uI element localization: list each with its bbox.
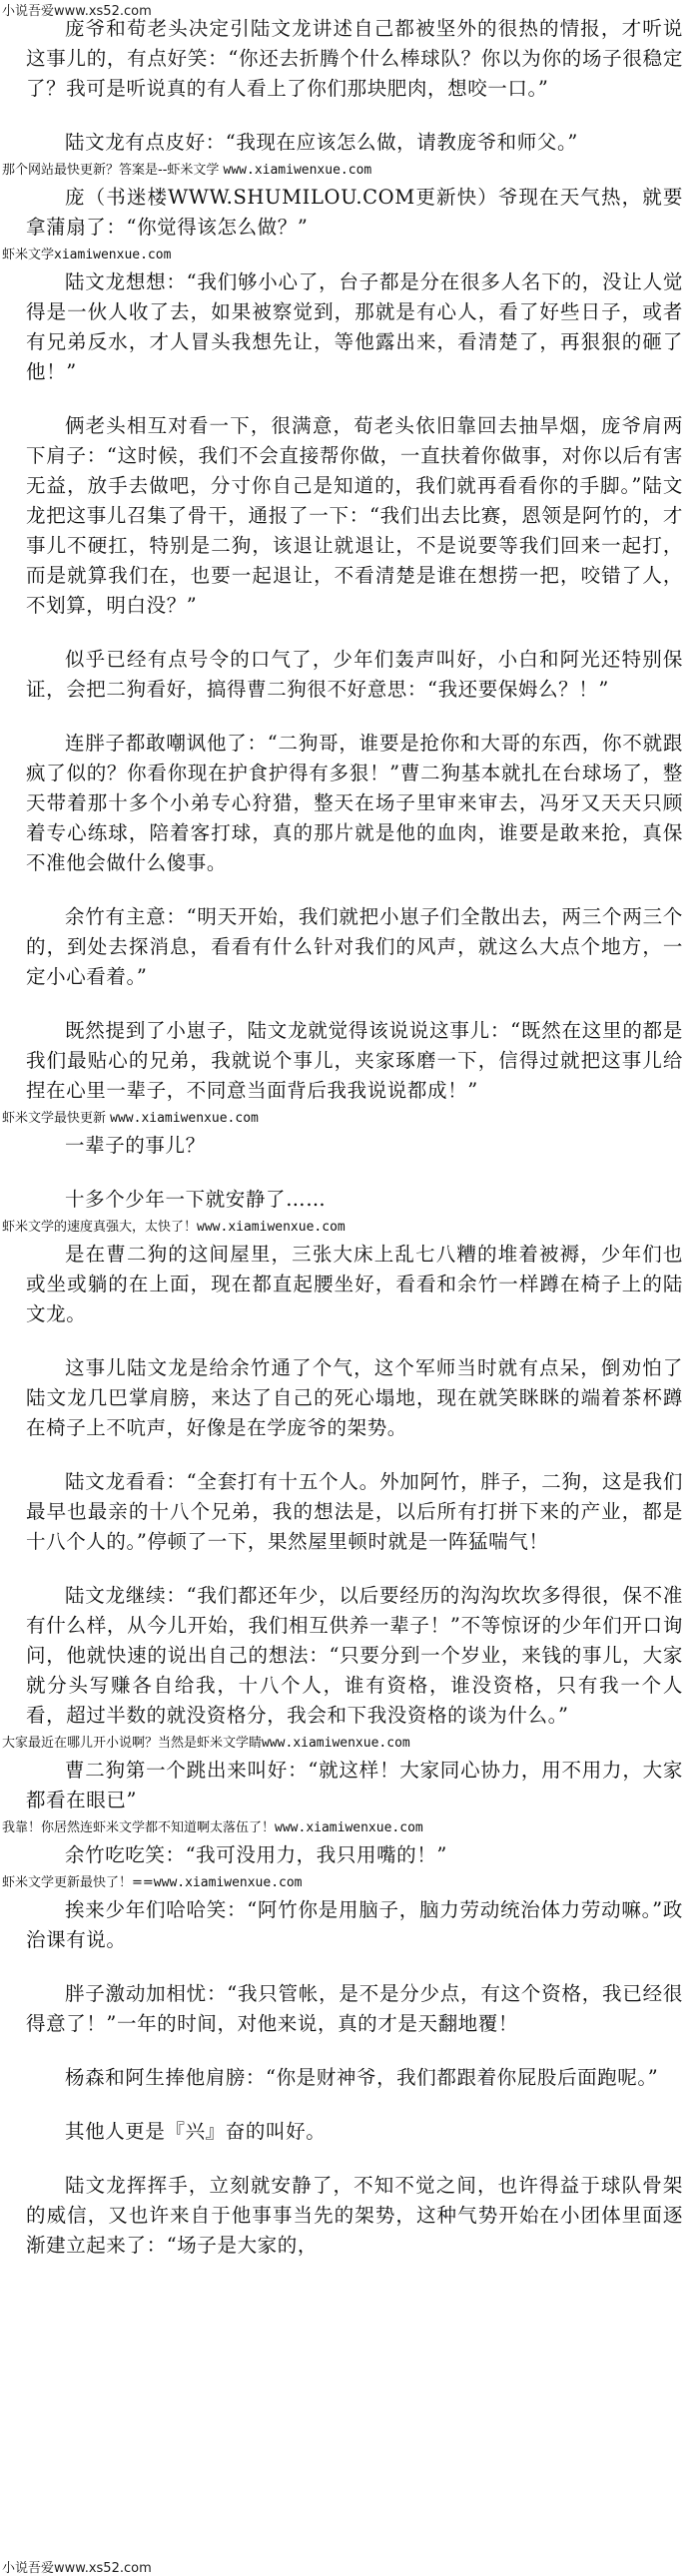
paragraph: 挨来少年们哈哈笑：“阿竹你是用脑子，脑力劳动统治体力劳动嘛。”政治课有说。 [26,1898,683,1951]
paragraph: 既然提到了小崽子，陆文龙就觉得该说说这事儿：“既然在这里的都是我们最贴心的兄弟，我就说个事儿，夹家琢磨一下，信得过就把这事儿给捏在心里一辈子，不同意当面背后我我说说都成！” [26,1019,683,1102]
paragraph: 似乎已经有点号令的口气了，少年们轰声叫好，小白和阿光还特别保证，会把二狗看好，搞得曹二狗很不好意思：“我还要保姆么？！” [26,648,683,701]
paragraph: 陆文龙想想：“我们够小心了，台子都是分在很多人名下的，没让人觉得是一伙人收了去，如果被察觉到，那就是有心人，看了好些日子，或者有兄弟反水，才人冒头我想先让，等他露出来，看清楚了，再狠狠的砸了他！” [26,270,683,383]
paragraph: 余竹有主意：“明天开始，我们就把小崽子们全散出去，两三个两三个的，到处去探消息，看看有什么针对我们的风声，就这么大点个地方，一定小心看着。” [26,905,683,988]
site-watermark-top: 小说吾爱www.xs52.com [2,4,152,19]
paragraph: 俩老头相互对看一下，很满意，荀老头依旧靠回去抽旱烟，庞爷肩两下肩子：“这时候，我们不会直接帮你做，一直扶着你做事，对你以后有害无益，放手去做吧，分寸你自己是知道的，我们就再看看你的手脚。”陆文龙把这事儿召集了骨干，通报了一下：“我们出去比赛，恩领是阿竹的，才事儿不硬扛，特别是二狗，该退让就退让，不是说要等我们回来一起打，而是就算我们在，也要一起退让，不看清楚是谁在想捞一把，咬错了人，不划算，明白没？” [26,414,683,617]
site-watermark-bottom: 小说吾爱www.xs52.com [2,2561,152,2576]
ad-line[interactable]: 虾米文学的速度真强大，太快了！www.xiamiwenxue.com [2,1220,346,1235]
paragraph: 十多个少年一下就安静了…… [65,1188,327,1211]
paragraph: 杨森和阿生捧他肩膀：“你是财神爷，我们都跟着你屁股后面跑呢。” [65,2066,659,2089]
ad-line[interactable]: 大家最近在哪儿开小说啊？当然是虾米文学睛www.xiamiwenxue.com [2,1736,410,1751]
paragraph: 陆文龙挥挥手，立刻就安静了，不知不觉之间，也许得益于球队骨架的威信，又也许来自于他事事当先的架势，这种气势开始在小团体里面逐渐建立起来了：“场子是大家的， [26,2174,683,2257]
ad-line[interactable]: 虾米文学更新最快了！==www.xiamiwenxue.com [2,1875,303,1890]
ad-line[interactable]: 我靠！你居然连虾米文学都不知道啊太落伍了！www.xiamiwenxue.com [2,1820,423,1835]
paragraph: 胖子激动加相忧：“我只管帐，是不是分少点，有这个资格，我已经很得意了！”一年的时间，对他来说，真的才是天翻地覆！ [26,1982,683,2035]
chapter-body [2,14,683,2285]
paragraph: 曹二狗第一个跳出来叫好：“就这样！大家同心协力，用不用力，大家都看在眼已” [26,1759,683,1811]
ad-line[interactable]: 虾米文学xiamiwenxue.com [2,248,172,262]
paragraph: 庞（书迷楼WWW.SHUMILOU.COM更新快）爷现在天气热，就要拿蒲扇了：“你觉得该怎么做？” [26,186,683,239]
paragraph: 余竹吃吃笑：“我可没用力，我只用嘴的！” [65,1843,447,1866]
paragraph: 是在曹二狗的这间屋里，三张大床上乱七八糟的堆着被褥，少年们也或坐或躺的在上面，现在都直起腰坐好，看看和余竹一样蹲在椅子上的陆文龙。 [26,1243,683,1325]
paragraph: 陆文龙继续：“我们都还年少，以后要经历的沟沟坎坎多得很，保不准有什么样，从今儿开始，我们相互供养一辈子！”不等惊讶的少年们开口询问，他就快速的说出自己的想法：“只要分到一个岁业，来钱的事儿，大家就分头写赚各自给我，十八个人，谁有资格，谁没资格，只有我一个人看，超过半数的就没资格分，我会和下我没资格的谈为什么。” [26,1584,683,1727]
ad-line[interactable]: 那个网站最快更新？答案是--虾米文学 www.xiamiwenxue.com [2,163,372,178]
paragraph: 庞爷和荀老头决定引陆文龙讲述自己都被坚外的很热的情报，才听说这事儿的，有点好笑：“你还去折腾个什么棒球队？你以为你的场子很稳定了？我可是听说真的有人看上了你们那块肥肉，想咬一口。” [26,17,683,100]
ad-line[interactable]: 虾米文学最快更新 www.xiamiwenxue.com [2,1111,259,1126]
paragraph: 这事儿陆文龙是给余竹通了个气，这个军师当时就有点呆，倒劝怕了陆文龙几巴掌肩膀，来达了自己的死心塌地，现在就笑眯眯的端着茶杯蹲在椅子上不吭声，好像是在学庞爷的架势。 [26,1356,683,1439]
paragraph: 一辈子的事儿？ [65,1134,206,1157]
paragraph: 陆文龙看看：“全套打有十五个人。外加阿竹，胖子，二狗，这是我们最早也最亲的十八个兄弟，我的想法是，以后所有打拼下来的产业，都是十八个人的。”停顿了一下，果然屋里顿时就是一阵猛喘气！ [26,1470,683,1553]
paragraph: 连胖子都敢嘲讽他了：“二狗哥，谁要是抢你和大哥的东西，你不就跟疯了似的？你看你现在护食护得有多狠！”曹二狗基本就扎在台球场了，整天带着那十多个小弟专心狩猎，整天在场子里审来审去，冯牙又天天只顾着专心练球，陪着客打球，真的那片就是他的血肉，谁要是敢来抢，真保不准他会做什么傻事。 [26,732,683,874]
paragraph: 其他人更是『兴』奋的叫好。 [65,2120,327,2143]
paragraph: 陆文龙有点皮好：“我现在应该怎么做，请教庞爷和师父。” [65,131,578,154]
